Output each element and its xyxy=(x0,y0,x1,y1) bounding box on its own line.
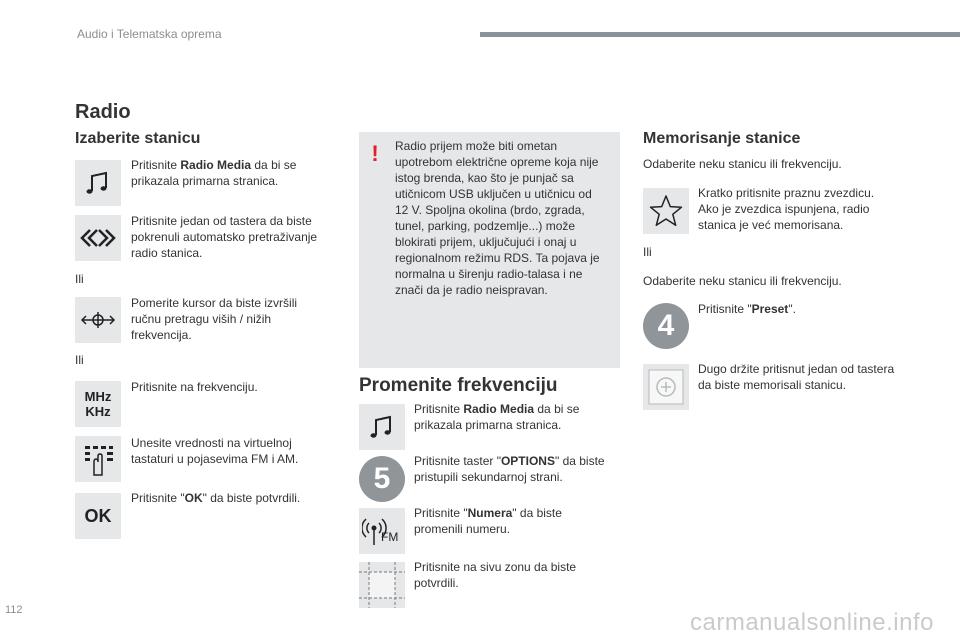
tuning-slider-icon xyxy=(75,297,121,343)
left-step4-text: Pritisnite na frekvenciju. xyxy=(131,380,258,394)
header-title: Audio i Telematska oprema xyxy=(77,27,222,41)
star-icon xyxy=(643,188,689,234)
left-or-2: Ili xyxy=(75,353,84,367)
header-bar xyxy=(480,32,960,37)
right-step1-text: Kratko pritisnite praznu zvezdicu. Ako je zvezdica ispunjena, radio stanica je već memorisana. xyxy=(698,186,875,232)
middle-step3-text: Pritisnite "Numera" da biste promenili numeru. xyxy=(414,506,562,536)
watermark: carmanualsonline.info xyxy=(690,609,934,636)
right-step2-text: Pritisnite "Preset". xyxy=(698,302,796,316)
fm-label: FM xyxy=(381,530,399,544)
left-step1-text: Pritisnite Radio Media da bi se prikazala primarna stranica. xyxy=(131,158,297,188)
seek-arrows-icon xyxy=(75,215,121,261)
step-number-circle: 4 xyxy=(643,303,689,349)
mhz-label: MHz xyxy=(84,389,112,404)
music-note-icon xyxy=(359,404,405,450)
right-step3-text: Dugo držite pritisnut jedan od tastera da biste memorisali stanicu. xyxy=(698,362,895,392)
middle-step1-text: Pritisnite Radio Media da bi se prikazala primarna stranica. xyxy=(414,402,580,432)
step-number-circle: 5 xyxy=(359,456,405,502)
music-note-icon xyxy=(75,160,121,206)
right-intro-2: Odaberite neku stanicu ili frekvenciju. xyxy=(643,274,842,288)
left-step6-text: Pritisnite "OK" da biste potvrdili. xyxy=(131,491,301,505)
left-or-1: Ili xyxy=(75,272,84,286)
right-or: Ili xyxy=(643,245,652,259)
khz-label: KHz xyxy=(85,404,111,419)
left-step5-text: Unesite vrednosti na virtuelnoj tastaturi u pojasevima FM i AM. xyxy=(131,436,299,466)
middle-step4-text: Pritisnite na sivu zonu da biste potvrdili. xyxy=(414,560,577,590)
left-step3-text: Pomerite kursor da biste izvršili ručnu pretragu viših / nižih frekvencija. xyxy=(131,296,298,342)
ok-label: OK xyxy=(84,505,112,526)
ok-button-icon xyxy=(75,493,121,539)
middle-step2-text: Pritisnite taster "OPTIONS" da biste pristupili sekundarnoj strani. xyxy=(414,454,605,484)
right-title: Memorisanje stanice xyxy=(643,130,801,147)
right-intro-1: Odaberite neku stanicu ili frekvenciju. xyxy=(643,157,842,171)
grey-zone-icon xyxy=(359,562,405,608)
mhz-khz-icon xyxy=(75,381,121,427)
fm-radio-icon xyxy=(359,508,405,554)
page-number: 112 xyxy=(5,604,23,616)
section-title: Radio xyxy=(75,101,131,123)
left-step2-text: Pritisnite jedan od tastera da biste pokrenuli automatsko pretraživanje radio stanica. xyxy=(131,214,318,260)
add-preset-icon xyxy=(643,364,689,410)
middle-title: Promenite frekvenciju xyxy=(359,375,558,396)
warning-text: Radio prijem može biti ometan upotrebom električne opreme koja nije istog brenda, kao što je punjač sa utičnicom USB uključen u utičnicu od 12 V. Spoljna okolina (brdo, zgrada, tunel, parking, podzemlje...) može blokirati prijem, uključujući i onaj u regionalnom režimu RDS. Ta pojava je normalna u širenju radio-talasa i ne znači da je radio neispravan. xyxy=(395,139,600,297)
warning-icon: ! xyxy=(371,141,379,166)
keypad-touch-icon xyxy=(75,436,121,482)
left-title: Izaberite stanicu xyxy=(75,130,201,147)
